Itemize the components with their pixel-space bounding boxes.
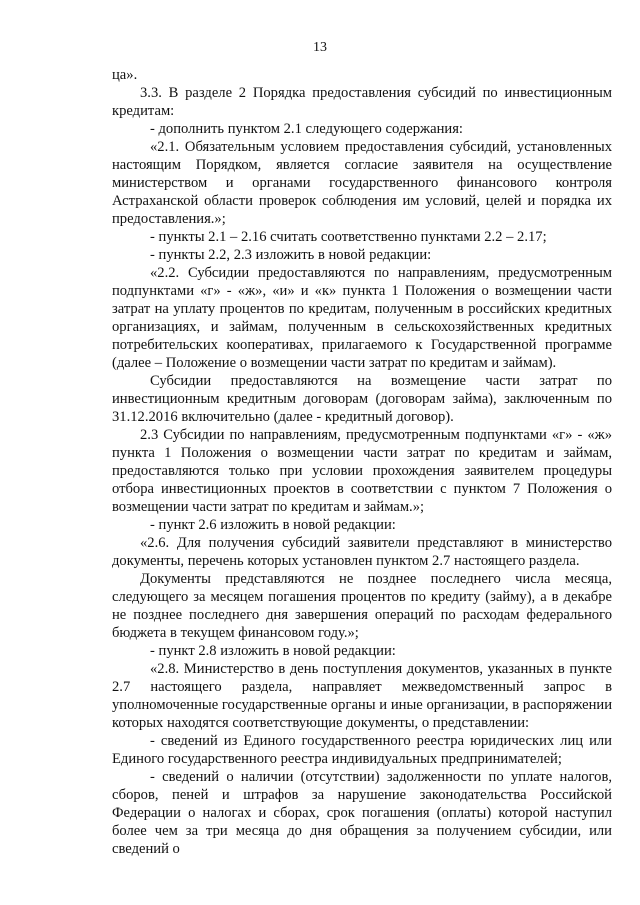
paragraph: «2.6. Для получения субсидий заявители представляют в министерство документы, перечень которых установлен пунктом 2.7 настоящего раздела. xyxy=(112,535,612,569)
page-number: 13 xyxy=(313,40,327,55)
paragraph: «2.1. Обязательным условием предоставления субсидий, установленных настоящим Порядком, является согласие заявителя на осуществление министерством и органами государственного финансового контроля Астраханской области проверок соблюдения им условий, целей и порядка их предоставления.»; xyxy=(112,139,612,227)
paragraph: - пункты 2.1 – 2.16 считать соответственно пунктами 2.2 – 2.17; xyxy=(150,229,547,245)
paragraph: - пункты 2.2, 2.3 изложить в новой редакции: xyxy=(150,247,432,263)
paragraph: - дополнить пунктом 2.1 следующего содержания: xyxy=(150,121,463,137)
paragraph: 3.3. В разделе 2 Порядка предоставления субсидий по инвестиционным кредитам: xyxy=(112,85,612,119)
paragraph: - сведений о наличии (отсутствии) задолженности по уплате налогов, сборов, пеней и штрафов за нарушение законодательства Российской Федерации о налогах и сборах, срок погашения (оплаты) которой наступил более чем за три месяца до дня обращения за получением субсидии, или сведений о xyxy=(112,769,612,857)
paragraph: «2.8. Министерство в день поступления документов, указанных в пункте 2.7 настоящего раздела, направляет межведомственный запрос в уполномоченные государственные органы и иные организации, в распоряжении которых находятся соответствующие документы, о представлении: xyxy=(112,661,612,731)
paragraph: Субсидии предоставляются на возмещение части затрат по инвестиционным кредитным договорам (договорам займа), заключенным по 31.12.2016 включительно (далее - кредитный договор). xyxy=(112,373,612,425)
paragraph: «2.2. Субсидии предоставляются по направлениям, предусмотренным подпунктами «г» - «ж», «и» и «к» пункта 1 Положения о возмещении части затрат на уплату процентов по кредитам, полученным в российских кредитных организациях, и займам, полученным в сельскохозяйственных кредитных потребительских кооперативах, прилагаемого к Государственной программе (далее – Положение о возмещении части затрат по кредитам и займам). xyxy=(112,265,612,371)
paragraph: - пункт 2.8 изложить в новой редакции: xyxy=(150,643,396,659)
paragraph: 2.3 Субсидии по направлениям, предусмотренным подпунктами «г» - «ж» пункта 1 Положения о возмещении части затрат по кредитам и займам, предоставляются только при условии прохождения заявителем процедуры отбора инвестиционных проектов в соответствии с пунктом 7 Положения о возмещении части затрат по кредитам и займам.»; xyxy=(112,427,612,515)
paragraph: Документы представляются не позднее последнего числа месяца, следующего за месяцем погашения процентов по кредиту (займу), а в декабре не позднее последнего дня завершения операций по расходам федерального бюджета в текущем финансовом году.»; xyxy=(112,571,612,641)
paragraph: - сведений из Единого государственного реестра юридических лиц или Единого государственного реестра индивидуальных предпринимателей; xyxy=(112,733,612,767)
paragraph: ца». xyxy=(112,67,138,83)
document-body xyxy=(112,66,612,858)
paragraph: - пункт 2.6 изложить в новой редакции: xyxy=(150,517,396,533)
